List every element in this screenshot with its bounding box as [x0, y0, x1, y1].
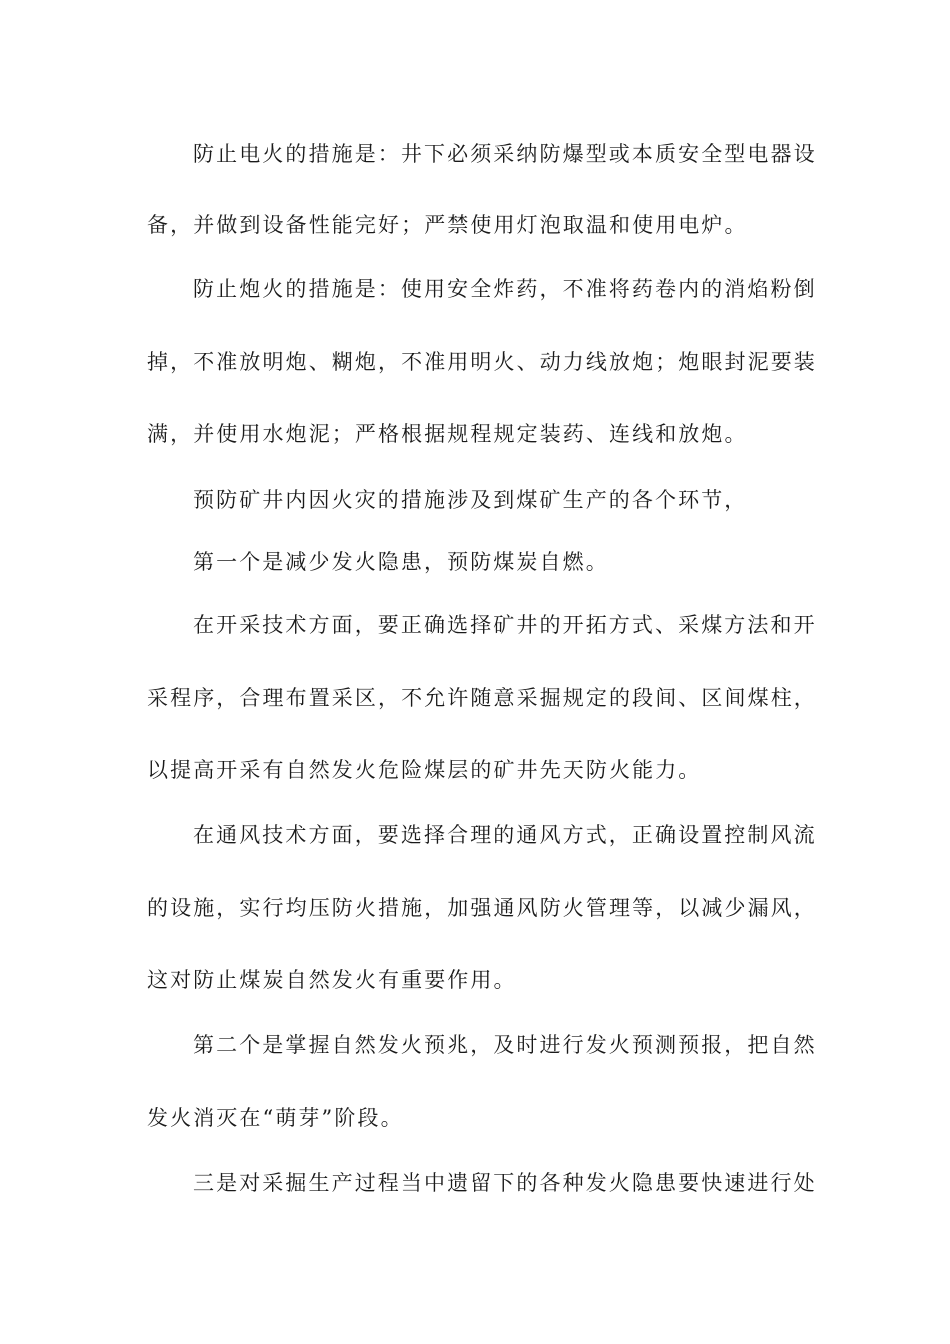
- paragraph-line: 掉，不准放明炮、糊炮，不准用明火、动力线放炮；炮眼封泥要装: [147, 350, 817, 374]
- paragraph-line: 预防矿井内因火灾的措施涉及到煤矿生产的各个环节，: [193, 488, 748, 512]
- paragraph-line: 这对防止煤炭自然发火有重要作用。: [147, 968, 517, 992]
- paragraph-line: 的设施，实行均压防火措施，加强通风防火管理等，以减少漏风，: [147, 896, 817, 920]
- paragraph-line: 在开采技术方面，要正确选择矿井的开拓方式、采煤方法和开: [193, 613, 817, 637]
- paragraph-line: 发火消灭在“萌芽”阶段。: [147, 1106, 404, 1130]
- paragraph-line: 备，并做到设备性能完好；严禁使用灯泡取温和使用电炉。: [147, 213, 748, 237]
- paragraph-line: 以提高开采有自然发火危险煤层的矿井先天防火能力。: [147, 758, 702, 782]
- paragraph-line: 第二个是掌握自然发火预兆，及时进行发火预测预报，把自然: [193, 1033, 817, 1057]
- paragraph-line: 防止电火的措施是：井下必须采纳防爆型或本质安全型电器设: [193, 142, 817, 166]
- paragraph-line: 满，并使用水炮泥；严格根据规程规定装药、连线和放炮。: [147, 422, 748, 446]
- paragraph-line: 第一个是减少发火隐患，预防煤炭自燃。: [193, 550, 609, 574]
- paragraph-line: 防止炮火的措施是：使用安全炸药，不准将药卷内的消焰粉倒: [193, 277, 817, 301]
- paragraph-line: 采程序，合理布置采区，不允许随意采掘规定的段间、区间煤柱，: [147, 686, 817, 710]
- paragraph-line: 在通风技术方面，要选择合理的通风方式，正确设置控制风流: [193, 823, 817, 847]
- paragraph-line: 三是对采掘生产过程当中遗留下的各种发火隐患要快速进行处: [193, 1171, 817, 1195]
